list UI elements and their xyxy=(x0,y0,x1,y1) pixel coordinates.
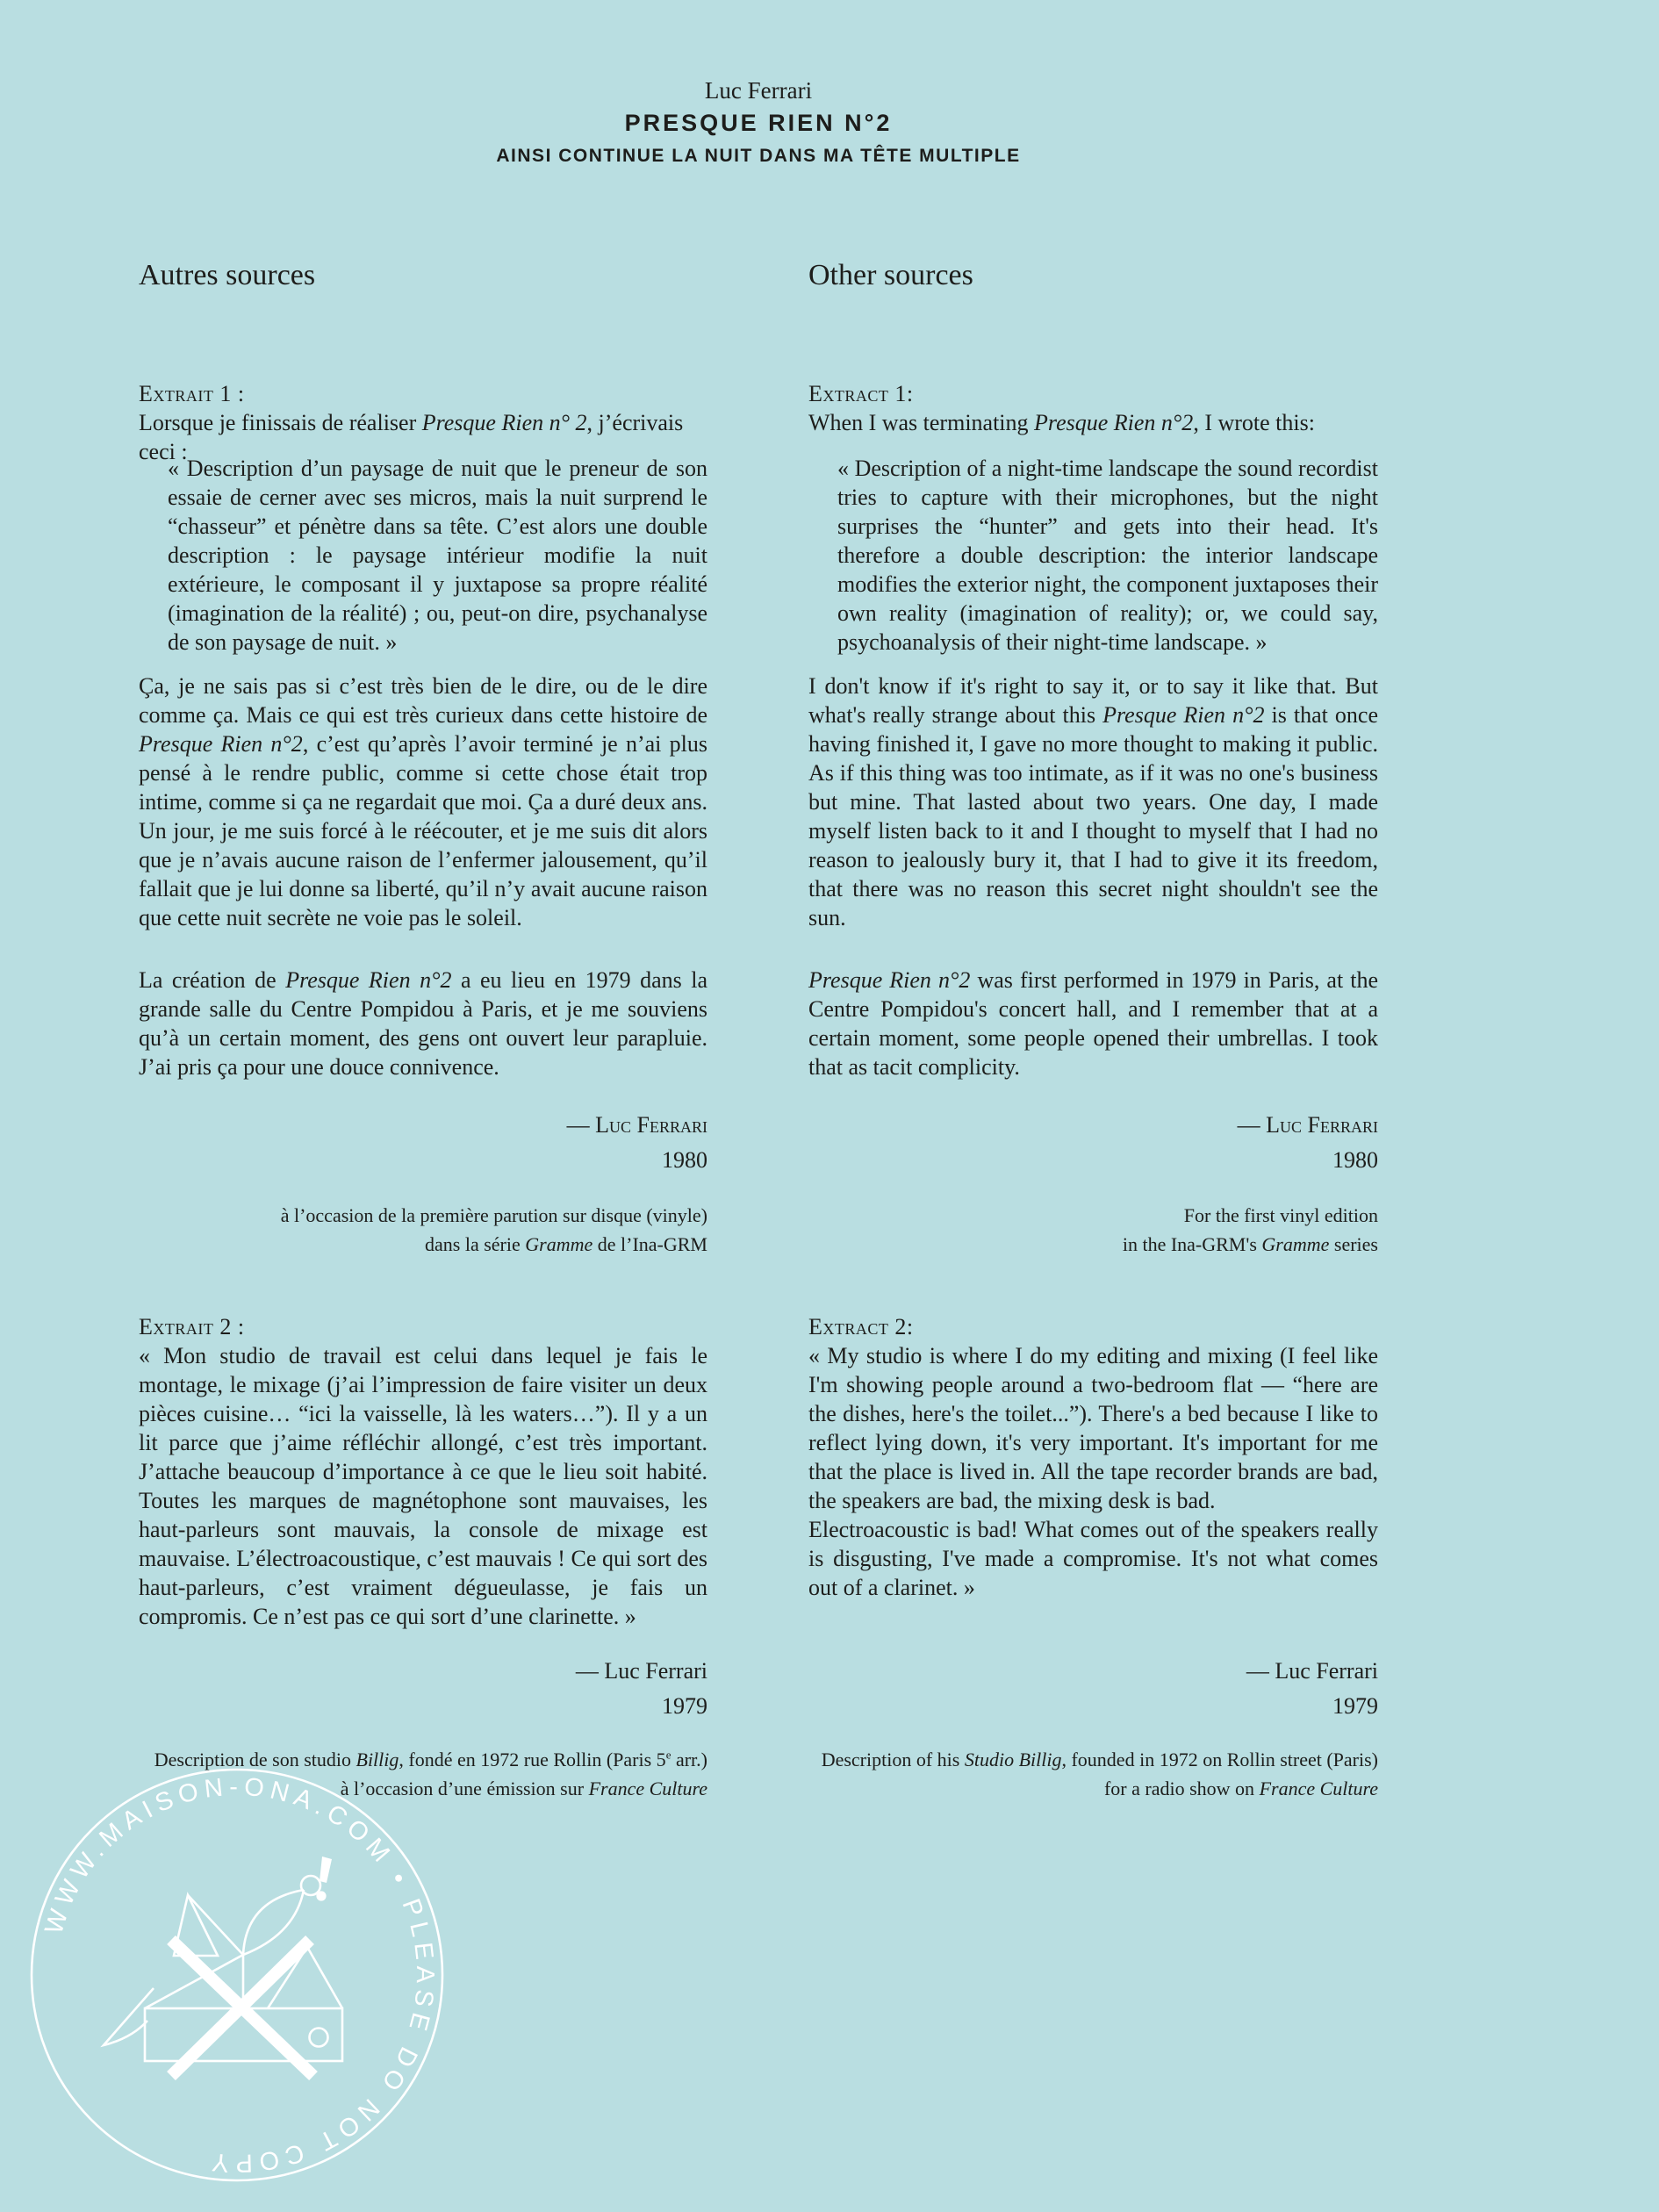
extract1-label-fr: Extrait 1 : xyxy=(139,381,245,406)
section-heading-fr: Autres sources xyxy=(139,259,316,291)
extract2-text-fr: « Mon studio de travail est celui dans lequel je fais le montage, le mixage (j’ai l’impression de faire visiter un deux pièces cuisine… “ici la vaisselle, là les waters…”). Il y a un lit parce que j’aime réfléchir allongé, c’est très important. J’attache beaucoup d’importance à ce que le lieu soit habité. Toutes les marques de magnétophone sont mauvaises, les haut-parleurs sont mauvais, la console de mixage est mauvaise. L’électroacoustique, c’est mauvais ! Ce qui sort des haut-parleurs, c’est vraiment dégueulasse, je fais un compromis. Ce n’est pas ce qui sort d’une clarinette. » xyxy=(139,1343,707,1629)
extract1-label-en: Extract 1: xyxy=(808,381,914,406)
paragraph-en-1: I don't know if it's right to say it, or to say it like that. But what's really strange about this Presque Rien n°2 is that once having finished it, I gave no more thought to making it public. As if this thing was too intimate, as if it was no one's business but mine. That lasted about two years. One day, I made myself listen back to it and I thought to myself that I had no reason to jealously bury it, that I had to give it its freedom, that there was no reason this secret night shouldn't see the sun. xyxy=(808,673,1379,930)
leaf-shape xyxy=(243,1890,304,1955)
signature-year: 1980 xyxy=(1332,1147,1378,1173)
credit-en-1 xyxy=(808,1201,1378,1259)
extract2-label-fr: Extrait 2 : xyxy=(139,1314,245,1339)
extract1-quote-en: « Description of a night-time landscape the sound recordist tries to capture with their microphones, but the night surprises the “hunter” and gets into their head. It's therefore a double description: the interior landscape modifies the exterior night, the component juxtaposes their own reality (imagination of reality); or, we could say, psychoanalysis of their night-time landscape. » xyxy=(837,456,1378,655)
signature-en-1979 xyxy=(808,1654,1378,1724)
credit-fr-1 xyxy=(139,1201,707,1259)
extract1-quote-fr: « Description d’un paysage de nuit que le preneur de son essaie de cerner avec ses micros, mais la nuit surprend le “chasseur” et pénètre dans sa tête. C’est alors une double description : le paysage intérieur modifie la nuit extérieure, le composant il y juxtapose sa propre réalité (imagination de la réalité) ; ou, peut-on dire, psychanalyse de son paysage de nuit. » xyxy=(168,456,707,655)
credit-en-2 xyxy=(808,1745,1378,1803)
watermark-ring-text: WWW.MAISON-ONA.COM • PLEASE DO NOT COPY xyxy=(40,1772,440,2178)
house-roof-right xyxy=(268,1947,342,2008)
credit-line: Description of his Studio Billig, founded in 1972 on Rollin street (Paris) xyxy=(821,1749,1378,1770)
credit-line: dans la série Gramme de l’Ina-GRM xyxy=(425,1233,707,1255)
extract2-text-en-b: Electroacoustic is bad! What comes out of the speakers really is disgusting, I've made a compromise. It's not what comes out of a clarinet. » xyxy=(808,1517,1378,1600)
paper-sail-spine xyxy=(188,1895,243,1955)
extract2-label-en: Extract 2: xyxy=(808,1314,914,1339)
credit-line: Description de son studio Billig, fondé en 1972 rue Rollin (Paris 5e arr.) xyxy=(154,1748,707,1770)
header-author: Luc Ferrari xyxy=(704,77,813,104)
watermark-circle xyxy=(32,1770,442,2180)
credit-line: for a radio show on France Culture xyxy=(1103,1778,1378,1799)
watermark-stamp xyxy=(16,1754,458,2196)
paragraph-fr-1: Ça, je ne sais pas si c’est très bien de le dire, ou de le dire comme ça. Mais ce qui est très curieux dans cette histoire de Presque Rien n°2, c’est qu’après l’avoir terminé je n’ai plus pensé à le rendre public, comme si cette chose était trop intime, comme si ça ne regardait que moi. Ça a duré deux ans. Un jour, je me suis forcé à le réécouter, et je me suis dit alors que je n’avais aucune raison de l’enfermer jalousement, qu’il fallait que je lui donne sa liberté, qu’il n’y avait aucune raison que cette nuit secrète ne voie pas le soleil. xyxy=(139,673,707,930)
page-title: PRESQUE RIEN N°2 xyxy=(624,110,893,136)
signature-name: — Luc Ferrari xyxy=(1246,1658,1378,1684)
extract2-fr xyxy=(139,1312,707,1631)
leaf-tip-circle xyxy=(301,1876,320,1895)
paper-sail xyxy=(174,1895,218,1956)
signature-name: — Luc Ferrari xyxy=(575,1658,707,1684)
base-knob-circle xyxy=(310,2029,328,2047)
credit-line: à l’occasion de la première parution sur disque (vinyle) xyxy=(280,1204,707,1226)
signature-year: 1979 xyxy=(662,1693,707,1719)
signature-name: — Luc Ferrari xyxy=(1237,1112,1378,1138)
signature-name: — Luc Ferrari xyxy=(566,1112,707,1138)
house-roof xyxy=(145,1955,243,2008)
extract2-en xyxy=(808,1312,1378,1602)
page-subtitle: AINSI CONTINUE LA NUIT DANS MA TÊTE MULTIPLE xyxy=(496,146,1021,166)
paragraph-fr-2: La création de Presque Rien n°2 a eu lieu en 1979 dans la grande salle du Centre Pompidou à Paris, et je me souviens qu’à un certain moment, des gens ont ouvert leur parapluie. J’ai pris ça pour une douce connivence. xyxy=(139,967,707,1080)
maison-ona-logo xyxy=(104,1876,342,2061)
signature-year: 1980 xyxy=(662,1147,707,1173)
credit-line: à l’occasion d’une émission sur France Culture xyxy=(340,1778,707,1799)
extract1-en xyxy=(808,379,1378,437)
section-heading-en: Other sources xyxy=(808,259,973,291)
signature-fr-1980 xyxy=(139,1108,707,1178)
paragraph-en-2: Presque Rien n°2 was first performed in 1979 in Paris, at the Centre Pompidou's concert hall, and I remember that at a certain moment, some people opened their umbrellas. I took that as tacit complicity. xyxy=(808,967,1378,1080)
credit-line: in the Ina-GRM's Gramme series xyxy=(1122,1233,1378,1255)
extract1-intro-fr: Lorsque je finissais de réaliser Presque Rien n° 2, j’écrivais ceci : xyxy=(139,410,684,464)
page-header xyxy=(139,75,1378,172)
credit-fr-2 xyxy=(139,1745,707,1803)
extract1-intro-en: When I was terminating Presque Rien n°2, I wrote this: xyxy=(808,410,1315,435)
credit-line: For the first vinyl edition xyxy=(1183,1204,1378,1226)
signature-year: 1979 xyxy=(1332,1693,1378,1719)
extract2-text-en-a: « My studio is where I do my editing and mixing (I feel like I'm showing people around a two-bedroom flat — “here are the dishes, here's the toilet...”). There's a bed because I like to reflect lying down, it's very important. It's important for me that the place is lived in. All the tape recorder brands are bad, the speakers are bad, the mixing desk is bad. xyxy=(808,1343,1378,1513)
signature-en-1980 xyxy=(808,1108,1378,1178)
signature-fr-1979 xyxy=(139,1654,707,1724)
claw-shape xyxy=(104,1988,154,2045)
x-mark xyxy=(171,1940,313,2076)
exclamation-icon xyxy=(316,1856,332,1901)
house-base xyxy=(145,2008,342,2061)
